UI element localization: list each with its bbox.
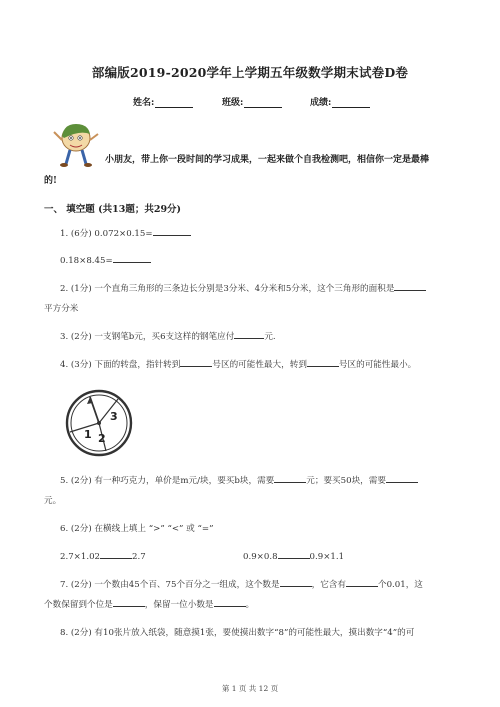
name-field (133, 95, 193, 108)
question-6: 6. (2分) 在横线上填上 “>” “<” 或 “=” (60, 524, 214, 534)
score-blank (332, 98, 370, 108)
score-label: 成绩: (310, 98, 332, 108)
page-title: 部编版2019-2020学年上学期五年级数学期末试卷D卷 (91, 65, 409, 80)
class-field (222, 95, 282, 108)
score-field (310, 95, 370, 108)
name-label: 姓名: (133, 98, 155, 108)
question-6-left: 2.7×1.02 2.7 (60, 552, 146, 562)
wheel-label-2: 2 (98, 432, 106, 445)
section-title: 一、 填空题 (共13题；共29分) (44, 204, 182, 215)
question-3: 3. (2分) 一支钢笔b元，买6支这样的钢笔应付 元. (60, 332, 276, 342)
question-1a: 1. (6分) 0.072×0.15= (60, 227, 191, 239)
answer-blank (113, 254, 151, 263)
question-7-cont: 个数保留到个位是 ，保留一位小数是 。 (44, 600, 255, 610)
question-4: 4. (3分) 下面的转盘，指针转到 号区的可能性最大，转到 号区的可能性最小。 (60, 360, 417, 370)
intro-line-1: 小朋友，带上你一段时间的学习成果，一起来做个自我检测吧，相信你一定是最棒 (105, 155, 430, 165)
name-blank (155, 98, 193, 108)
answer-blank (234, 330, 264, 339)
class-blank (244, 98, 282, 108)
answer-blank (307, 358, 339, 367)
wheel-label-3: 3 (110, 410, 118, 423)
question-5: 5. (2分) 有一种巧克力，单价是m元/块，要买b块，需要 元；要买50块，需要 (60, 474, 418, 486)
question-2: 2. (1分) 一个直角三角形的三条边长分别是3分米、4分米和5分米，这个三角形的面积是 (60, 282, 426, 294)
wheel-label-1: 1 (84, 428, 92, 441)
answer-blank (214, 598, 246, 607)
answer-blank (386, 474, 418, 483)
question-5-unit: 元。 (44, 496, 62, 506)
question-7: 7. (2分) 一个数由45个百、75个百分之一组成，这个数是 ，它含有 个0.01，这 (60, 580, 423, 590)
question-6-right: 0.9×0.8 0.9×1.1 (243, 552, 345, 562)
answer-blank (280, 578, 312, 587)
answer-blank (100, 550, 132, 559)
question-2-unit: 平方分米 (44, 304, 79, 314)
spinner-wheel (64, 388, 134, 458)
answer-blank (274, 474, 306, 483)
answer-blank (153, 227, 191, 236)
question-8: 8. (2分) 有10张片放入纸袋，随意摸1张，要使摸出数字“8”的可能性最大，摸出数字“4”的可 (60, 628, 415, 638)
answer-blank (346, 578, 378, 587)
answer-blank (180, 358, 212, 367)
mascot-icon (50, 118, 102, 170)
class-label: 班级: (222, 98, 244, 108)
answer-blank (278, 550, 310, 559)
intro-line-2: 的! (44, 176, 57, 186)
page-footer: 第 1 页 共 12 页 (221, 684, 279, 693)
answer-blank (113, 598, 145, 607)
answer-blank (394, 282, 426, 291)
question-1b: 0.18×8.45= (60, 254, 151, 266)
